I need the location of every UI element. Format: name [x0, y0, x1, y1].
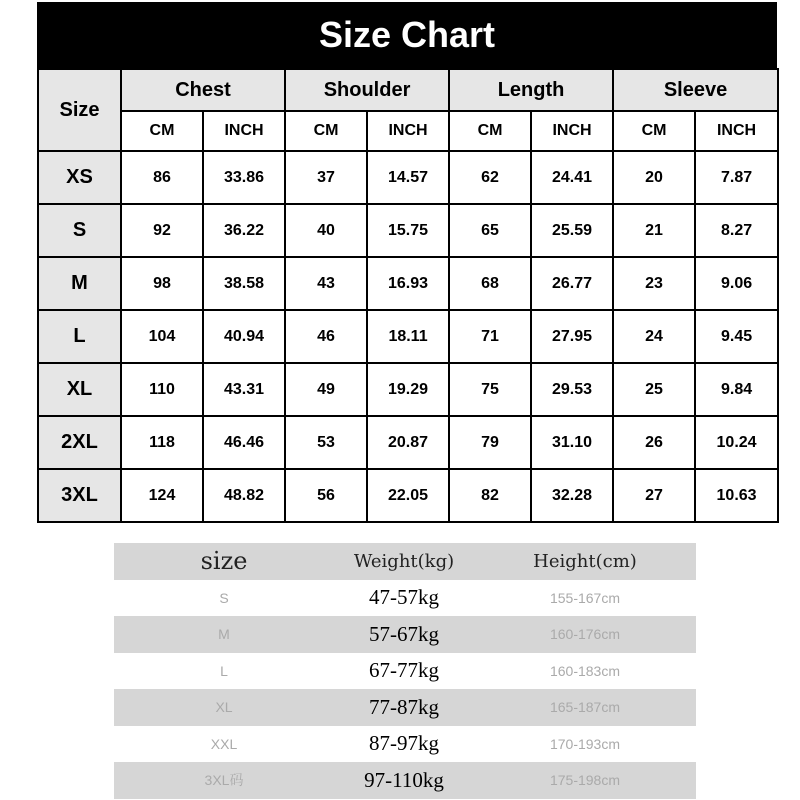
unit-header-cm: CM — [613, 111, 695, 151]
weight-row-height: 160-183cm — [549, 662, 621, 679]
weight-table-header-row — [114, 543, 696, 580]
weight-height-table — [114, 543, 696, 799]
weight-table-height-header: Height(cm) — [533, 550, 637, 572]
measurement-cell: 27 — [613, 469, 695, 522]
unit-header-inch: INCH — [531, 111, 613, 151]
measurement-cell: 68 — [449, 257, 531, 310]
measurement-cell: 15.75 — [367, 204, 449, 257]
measurement-cell: 7.87 — [695, 151, 778, 204]
table-row — [38, 310, 778, 363]
measurement-cell: 37 — [285, 151, 367, 204]
measurement-cell: 104 — [121, 310, 203, 363]
measurement-cell: 25.59 — [531, 204, 613, 257]
measurement-cell: 82 — [449, 469, 531, 522]
page-title: Size Chart — [37, 2, 777, 68]
weight-row-weight: 77-87kg — [369, 694, 439, 719]
chest-header: Chest — [121, 69, 285, 111]
weight-row-weight: 57-67kg — [369, 621, 439, 646]
measurement-cell: 27.95 — [531, 310, 613, 363]
size-label-cell: S — [38, 204, 121, 257]
weight-row-height: 170-193cm — [549, 735, 621, 752]
measurement-cell: 21 — [613, 204, 695, 257]
measurement-cell: 53 — [285, 416, 367, 469]
measurement-cell: 43.31 — [203, 363, 285, 416]
measurement-cell: 26 — [613, 416, 695, 469]
unit-header-inch: INCH — [367, 111, 449, 151]
table-row — [38, 151, 778, 204]
size-label-cell: XL — [38, 363, 121, 416]
measurement-cell: 20 — [613, 151, 695, 204]
weight-row-size: L — [220, 662, 228, 679]
measurement-cell: 24 — [613, 310, 695, 363]
measurement-cell: 9.84 — [695, 363, 778, 416]
measurement-cell: 23 — [613, 257, 695, 310]
measurement-cell: 98 — [121, 257, 203, 310]
table-row — [114, 689, 696, 726]
weight-row-height: 175-198cm — [549, 772, 621, 789]
table-row — [114, 653, 696, 690]
table-row — [38, 469, 778, 522]
weight-row-size: 3XL码 — [204, 772, 244, 789]
unit-header-cm: CM — [449, 111, 531, 151]
size-label-cell: L — [38, 310, 121, 363]
unit-header-cm: CM — [285, 111, 367, 151]
size-chart-table — [37, 68, 779, 523]
weight-row-weight: 87-97kg — [369, 731, 439, 756]
sleeve-header: Sleeve — [613, 69, 778, 111]
measurement-cell: 20.87 — [367, 416, 449, 469]
table-row — [114, 726, 696, 763]
measurement-cell: 33.86 — [203, 151, 285, 204]
measurement-cell: 10.63 — [695, 469, 778, 522]
measurement-cell: 29.53 — [531, 363, 613, 416]
weight-row-size: S — [219, 589, 229, 606]
measurement-cell: 19.29 — [367, 363, 449, 416]
weight-row-size: M — [218, 626, 230, 643]
measurement-cell: 40 — [285, 204, 367, 257]
weight-row-height: 160-176cm — [549, 626, 621, 643]
measurement-cell: 9.45 — [695, 310, 778, 363]
weight-row-weight: 67-77kg — [369, 658, 439, 683]
table-row — [38, 363, 778, 416]
measurement-cell: 62 — [449, 151, 531, 204]
measurement-cell: 38.58 — [203, 257, 285, 310]
measurement-cell: 10.24 — [695, 416, 778, 469]
measurement-cell: 24.41 — [531, 151, 613, 204]
measurement-cell: 48.82 — [203, 469, 285, 522]
measurement-cell: 49 — [285, 363, 367, 416]
measurement-cell: 31.10 — [531, 416, 613, 469]
measurement-cell: 16.93 — [367, 257, 449, 310]
measurement-cell: 14.57 — [367, 151, 449, 204]
measurement-cell: 124 — [121, 469, 203, 522]
weight-row-height: 165-187cm — [549, 699, 621, 716]
measurement-cell: 32.28 — [531, 469, 613, 522]
measurement-cell: 36.22 — [203, 204, 285, 257]
weight-row-height: 155-167cm — [549, 589, 621, 606]
measurement-cell: 43 — [285, 257, 367, 310]
table-row — [38, 257, 778, 310]
weight-row-size: XXL — [210, 735, 238, 752]
weight-row-weight: 97-110kg — [364, 767, 444, 792]
weight-table-size-header: size — [200, 547, 248, 576]
measurement-cell: 40.94 — [203, 310, 285, 363]
table-row — [38, 204, 778, 257]
measurement-cell: 46.46 — [203, 416, 285, 469]
measurement-cell: 8.27 — [695, 204, 778, 257]
weight-row-size: XL — [215, 699, 233, 716]
measurement-cell: 18.11 — [367, 310, 449, 363]
weight-table-body — [114, 580, 696, 799]
size-label-cell: 2XL — [38, 416, 121, 469]
size-column-header: Size — [38, 69, 121, 151]
unit-header-inch: INCH — [203, 111, 285, 151]
table-row — [114, 616, 696, 653]
measurement-cell: 22.05 — [367, 469, 449, 522]
measurement-cell: 86 — [121, 151, 203, 204]
measurement-cell: 75 — [449, 363, 531, 416]
size-label-cell: M — [38, 257, 121, 310]
table-row — [38, 416, 778, 469]
size-chart-body — [38, 151, 778, 522]
unit-header-inch: INCH — [695, 111, 778, 151]
measurement-cell: 110 — [121, 363, 203, 416]
length-header: Length — [449, 69, 613, 111]
measurement-cell: 71 — [449, 310, 531, 363]
measurement-cell: 25 — [613, 363, 695, 416]
measurement-cell: 26.77 — [531, 257, 613, 310]
shoulder-header: Shoulder — [285, 69, 449, 111]
measurement-cell: 9.06 — [695, 257, 778, 310]
table-row — [114, 580, 696, 617]
measurement-cell: 56 — [285, 469, 367, 522]
table-row — [114, 762, 696, 799]
weight-row-weight: 47-57kg — [369, 585, 439, 610]
unit-header-cm: CM — [121, 111, 203, 151]
measurement-cell: 79 — [449, 416, 531, 469]
measurement-cell: 46 — [285, 310, 367, 363]
measurement-cell: 118 — [121, 416, 203, 469]
weight-table-weight-header: Weight(kg) — [353, 550, 455, 572]
measurement-cell: 65 — [449, 204, 531, 257]
measurement-cell: 92 — [121, 204, 203, 257]
size-label-cell: XS — [38, 151, 121, 204]
size-label-cell: 3XL — [38, 469, 121, 522]
